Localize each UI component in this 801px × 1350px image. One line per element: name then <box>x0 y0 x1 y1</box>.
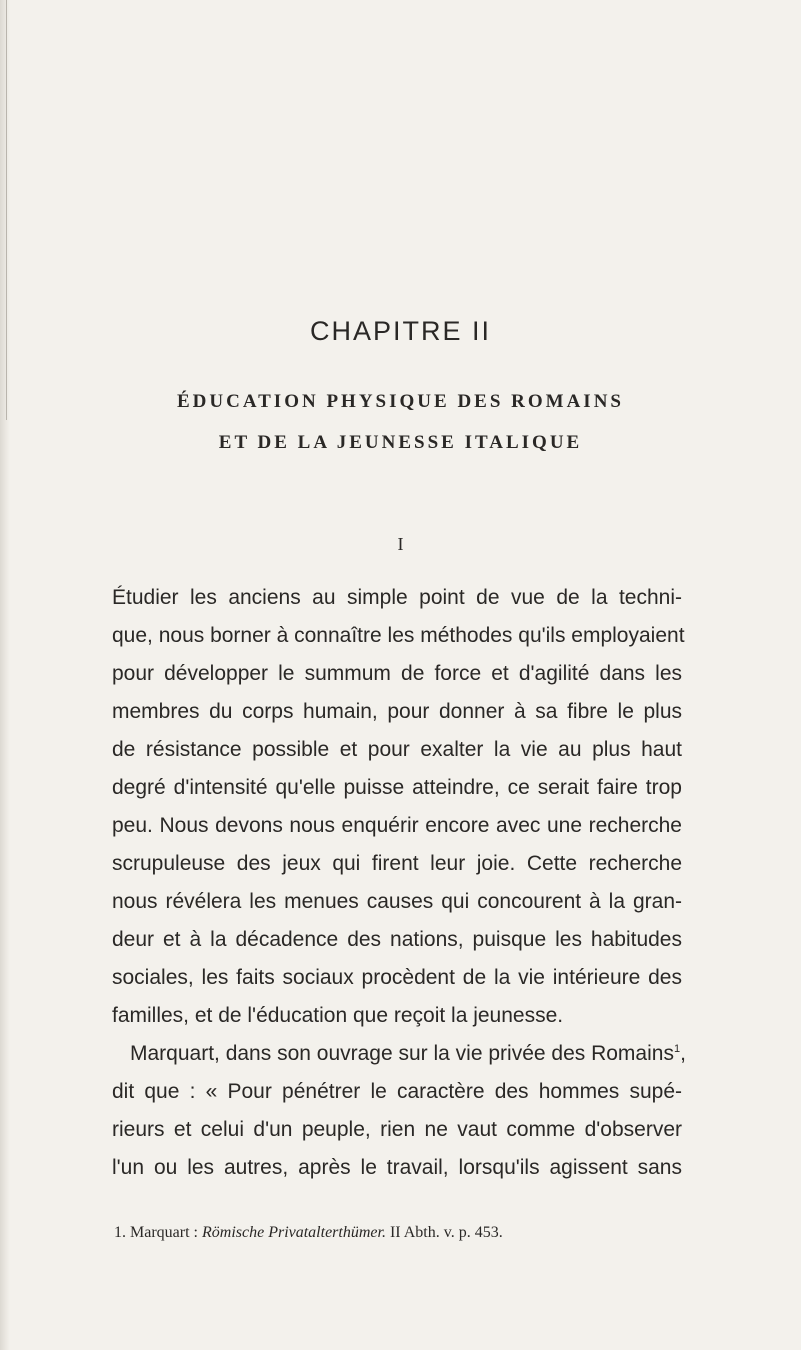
body-line: deur et à la décadence des nations, puisque les habitudes <box>112 928 682 951</box>
body-line: l'un ou les autres, après le travail, lorsqu'ils agissent sans <box>112 1156 682 1179</box>
body-line: sociales, les faits sociaux procèdent de la vie intérieure des <box>112 966 682 989</box>
footnote-ref: II Abth. v. p. 453. <box>389 1224 503 1241</box>
footnote-number: 1. <box>114 1224 126 1241</box>
body-line: de résistance possible et pour exalter la vie au plus haut <box>112 738 682 761</box>
body-line: familles, et de l'éducation que reçoit la jeunesse. <box>112 1004 564 1027</box>
section-number: I <box>397 534 404 554</box>
body-line: membres du corps humain, pour donner à sa fibre le plus <box>112 700 682 723</box>
body-line-with-footnote <box>112 1035 686 1073</box>
body-line: dit que : « Pour pénétrer le caractère des hommes supé- <box>112 1080 682 1103</box>
footnote <box>114 1224 684 1242</box>
body-line: degré d'intensité qu'elle puisse atteindre, ce serait faire trop <box>112 776 682 799</box>
body-line: que, nous borner à connaître les méthodes qu'ils employaient <box>112 624 685 647</box>
body-line: scrupuleuse des jeux qui firent leur joie. Cette recherche <box>112 852 682 875</box>
footnote-work: Römische Privatalterthümer. <box>201 1224 386 1241</box>
page-edge <box>0 0 10 1350</box>
chapter-subtitle-line-2: ET DE LA JEUNESSE ITALIQUE <box>218 432 583 453</box>
footnote-author: Marquart : <box>130 1224 198 1241</box>
body-line: pour développer le summum de force et d'agilité dans les <box>112 662 682 685</box>
page-edge-line <box>6 0 7 420</box>
body-line: Étudier les anciens au simple point de vue de la techni- <box>112 586 682 609</box>
chapter-title: CHAPITRE II <box>309 316 492 346</box>
body-line: nous révélera les menues causes qui concourent à la gran- <box>112 890 682 913</box>
body-line: peu. Nous devons nous enquérir encore avec une recherche <box>112 814 682 837</box>
body-text <box>112 579 686 1187</box>
body-line: rieurs et celui d'un peuple, rien ne vaut comme d'observer <box>112 1118 682 1141</box>
chapter-subtitle-line-1: ÉDUCATION PHYSIQUE DES ROMAINS <box>176 391 624 412</box>
body-line-text: Marquart, dans son ouvrage sur la vie privée des Romains <box>130 1042 674 1065</box>
body-line-suffix: , <box>680 1042 686 1065</box>
footnote-marker[interactable]: 1 <box>673 1043 681 1055</box>
